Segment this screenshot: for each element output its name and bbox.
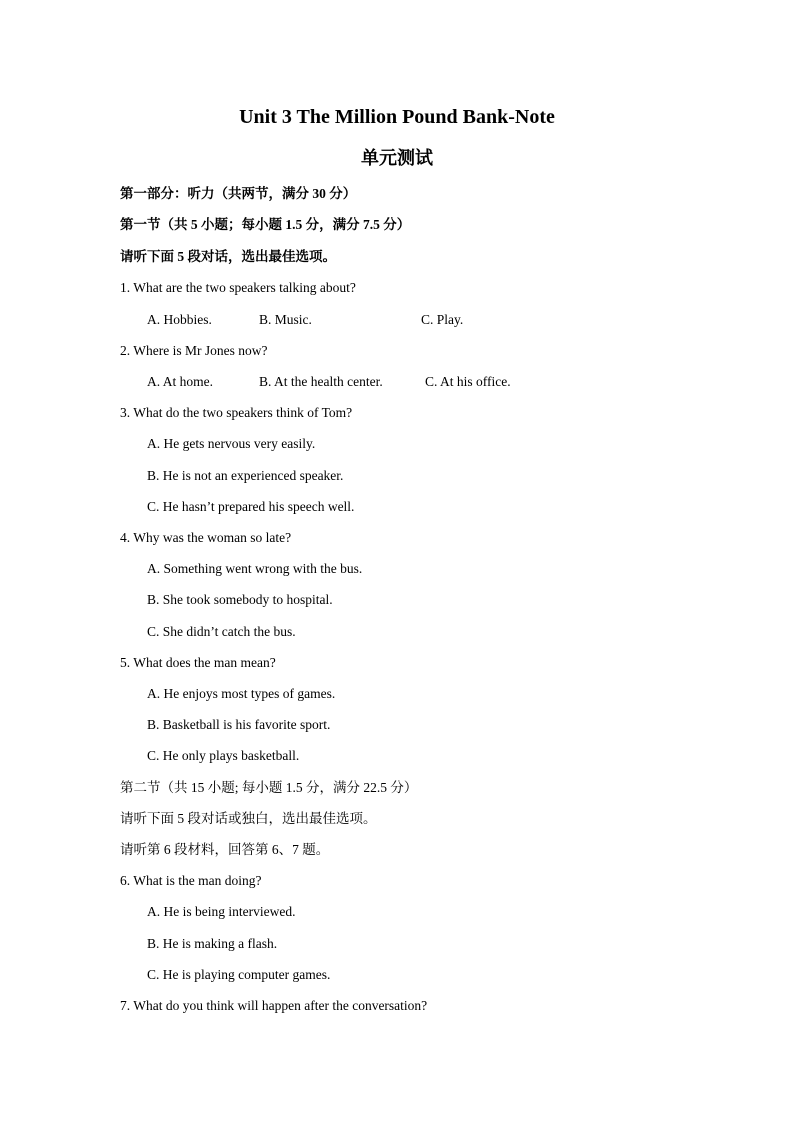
question-3-option-b: B. He is not an experienced speaker. bbox=[147, 468, 344, 483]
question-4-option-a: A. Something went wrong with the bus. bbox=[147, 561, 363, 576]
question-2-option-b: B. At the health center. bbox=[259, 374, 383, 389]
question-6-option-a: A. He is being interviewed. bbox=[147, 904, 296, 919]
section2-instruction: 请听下面 5 段对话或独白，选出最佳选项。 bbox=[120, 811, 377, 826]
question-2-option-c: C. At his office. bbox=[425, 374, 511, 389]
question-6: 6. What is the man doing? bbox=[120, 873, 262, 888]
question-1: 1. What are the two speakers talking about? bbox=[120, 280, 356, 295]
question-1-option-b: B. Music. bbox=[259, 312, 312, 327]
question-3-option-c: C. He hasn’t prepared his speech well. bbox=[147, 499, 355, 514]
part1-heading: 第一部分：听力（共两节，满分 30 分） bbox=[120, 186, 357, 201]
question-3: 3. What do the two speakers think of Tom? bbox=[120, 405, 353, 420]
document-subtitle: 单元测试 bbox=[361, 148, 433, 168]
question-5: 5. What does the man mean? bbox=[120, 655, 276, 670]
question-4: 4. Why was the woman so late? bbox=[120, 530, 292, 545]
section1-heading: 第一节（共 5 小题；每小题 1.5 分，满分 7.5 分） bbox=[120, 217, 411, 232]
section2-material-note: 请听第 6 段材料，回答第 6、7 题。 bbox=[120, 842, 330, 857]
question-3-option-a: A. He gets nervous very easily. bbox=[147, 436, 316, 451]
question-5-option-a: A. He enjoys most types of games. bbox=[147, 686, 336, 701]
question-5-option-c: C. He only plays basketball. bbox=[147, 748, 300, 763]
question-6-option-b: B. He is making a flash. bbox=[147, 936, 278, 951]
question-5-option-b: B. Basketball is his favorite sport. bbox=[147, 717, 331, 732]
section1-instruction: 请听下面 5 段对话，选出最佳选项。 bbox=[120, 249, 336, 264]
section2-heading: 第二节（共 15 小题; 每小题 1.5 分，满分 22.5 分） bbox=[120, 780, 418, 795]
question-4-option-b: B. She took somebody to hospital. bbox=[147, 592, 333, 607]
question-2: 2. Where is Mr Jones now? bbox=[120, 343, 268, 358]
document-title: Unit 3 The Million Pound Bank-Note bbox=[239, 106, 555, 128]
question-1-option-a: A. Hobbies. bbox=[147, 312, 212, 327]
question-7: 7. What do you think will happen after the conversation? bbox=[120, 998, 428, 1013]
question-4-option-c: C. She didn’t catch the bus. bbox=[147, 624, 296, 639]
question-2-option-a: A. At home. bbox=[147, 374, 213, 389]
question-1-option-c: C. Play. bbox=[421, 312, 464, 327]
question-6-option-c: C. He is playing computer games. bbox=[147, 967, 331, 982]
